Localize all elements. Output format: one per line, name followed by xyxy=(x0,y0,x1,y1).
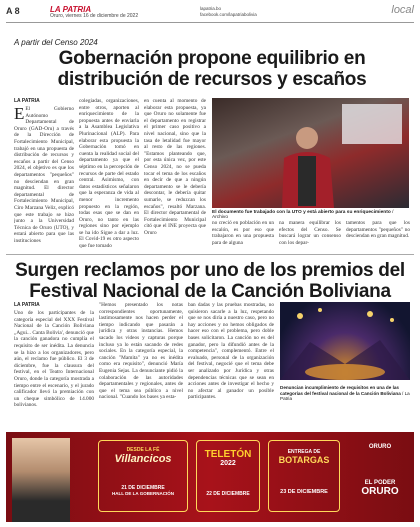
story2-column-1: Uno de los participantes de la categoría especial del XXX Festival Nacional de la Canción Boliviana „Agui... Canta Bolivia', denunció que la canción ganadora no cumplía el requisito de ser inédita. La denuncia se la hizo a los organizadores, pero aún, el reclamo fue público. El 3 de diciembre, fue la clausura del festival, en el Teatro Internacional Oruro, donde la categoría mostrada a tiempo entre el escenario, y el jurado calificador llevó la premiación con un cheque simbólico de 14.000 bolivianos. xyxy=(14,310,94,409)
advertisement-banner[interactable] xyxy=(6,432,414,522)
issue-date: Oruro, viernes 16 de diciembre de 2022 xyxy=(50,13,139,19)
ad-event1-title: Villancicos xyxy=(114,453,172,465)
story1-photo xyxy=(212,98,409,208)
facebook-address: facebook.com/lapatriabolivia xyxy=(200,12,257,17)
ad-brand-top: ORURO xyxy=(368,444,392,450)
story2-photo-illustration xyxy=(280,302,410,380)
ad-event2-title: TELETÓN xyxy=(204,449,252,460)
ad-event1-place: HALL DE LA GOBERNACIÓN xyxy=(111,491,174,496)
page-section-number: A 8 xyxy=(6,6,20,16)
story2-column-2: "Hemos presentado los notas correspondientes oportunamente, lastimosamente nos hacen perder el tiempo indicando que pasarán a jurídica y otras instancias. Hemos sacado los videos y capturas porque incluso ya lo están sacando de redes sociales. En la categoría especial, la canción "Mamita" ya no es inédita como era requisito", denunció María Eugenia Sejas. La denunciante pidió la colaboración de las autoridades departamentales y regionales, antes de que el tema sea público a nivel nacional. "Cuando los bases ya esta- xyxy=(99,302,183,401)
ad-event-villancicos xyxy=(98,440,188,512)
story1-column-6: tamentos para que los departamentos "pequeños" no desciendan en gran magnitud. xyxy=(346,220,410,240)
ad-event3-date: 23 DE DICIEMBRE xyxy=(280,489,328,495)
story2-headline: Surgen reclamos por uno de los premios del Festival Nacional de la Canción Boliviana xyxy=(15,260,405,302)
story2-column-3: ban dadas y las pruebas mostradas, no quisieron sacarle a la luz, respetando que se nos diría a nuestro caso, pero no hay acciones y no hemos obligados de hacer eso con el problema, pero doble bases solicitaron. La canción no es del ganador, pero la difundió antes de la competencia", complementó. Entre el evaluado, personal de la organización del festival, negocié que el tema debe ser analizado por Jurídica y otras dependencias técnicas que se sean en acciones antes de investigar el hecho y no afectar al ganador un posible participantes. xyxy=(188,302,274,401)
ad-event2-year: 2022 xyxy=(220,460,236,467)
story1-photo-credit: / Archivo xyxy=(212,210,394,220)
story1-photo-illustration xyxy=(212,98,409,208)
ad-brand-slogan: EL PODER xyxy=(364,480,396,486)
story2-photo-credit: / La Patria xyxy=(280,390,410,402)
story1-column-4: no creció en población en un escalón, es por eso que trabajaron en una propuesta para de alguna xyxy=(212,220,274,246)
ad-person-photo xyxy=(12,438,70,522)
ad-brand-block xyxy=(350,440,410,516)
story1-column-1: E El Gobierno Autónomo Departamental de Oruro (GAD-Oru) a través de la Dirección de Fortalecimiento Municipal, trabajó en una propuesta de distribución de recursos y escaños a partir del Censo 2024, el objetivo es que los departamentos "pequeños" no desciendan en gran magnitud. El director departamental de Fortalecimiento Municipal, Ciro Marzana Veliz, explicó que este trabajo se hizo junto a la Universidad Técnica de Oruro (UTO), y estará abierto para que las instituciones xyxy=(14,106,74,244)
ad-event-botargas xyxy=(268,440,340,512)
story2-photo-caption: Denuncian incumplimiento de requisitos en una de las categorías del festival nacional de la Canción Boliviana / La Patria xyxy=(280,385,410,402)
story1-column-2: colegiadas, organizaciones, entre otros, aporten al enriquecimiento de la propuesta antes de enviarla a la Asamblea Legislativa Plurinacional (ALP). Para elaborar esta propuesta la Gobernación tomó en cuenta la realidad social del departamento ya que el séptimo en la percepción de recursos de parte del estado central. Asimismo, con datos estadísticos señalaron que la esperanza de vida al menor incremento propuesto en la región, todas esas que se dan en Oruro, no tanto en las regiones sino por ejemplo se ha ido Sigue a dar a luz. El Covid-19 es otro aspecto que fue tomado xyxy=(79,98,139,250)
dropcap: E xyxy=(14,106,25,123)
paper-logo: LA PATRIA xyxy=(50,5,92,14)
ad-event-teleton xyxy=(196,440,260,512)
story1-photo-caption: El documento fue trabajado con la UTO y está abierto para su enriquecimiento / Archivo xyxy=(212,210,394,220)
story2-byline: LA PATRIA xyxy=(14,302,40,308)
ad-event3-sub: ENTREGA DE xyxy=(287,449,321,455)
ad-event3-title: BOTARGAS xyxy=(278,455,330,465)
story1-column-3: en cuenta al momento de elaborar esta propuesta, ya que Oruro no solamente fue el departamento en registrar el primer caso positivo a nivel nacional, sino que la tasa de letalidad fue mayor al resto de las regiones. "Estamos planteando que, por esta única vez, por este Censo 2024, no se pueda tocar el tema de los escaños en decir de que a ningún departamento se le debería descontar, le debería quitar sumarle, se reduzcan los escaños", resaltó Marzana. El director departamental de Fortalecimiento Municipal citó que el INE proyecta que Oruro xyxy=(144,98,206,236)
story-divider xyxy=(6,254,414,255)
story1-column-5: na manera equilibrar los efectos del Censo. Se buscará lograr un consenso con los depar- xyxy=(279,220,341,246)
section-category: local xyxy=(391,4,414,16)
story1-kicker: A partir del Censo 2024 xyxy=(14,38,98,47)
ad-event1-sub: DESDE LA FÉ xyxy=(126,447,160,453)
story1-byline: LA PATRIA xyxy=(14,98,40,104)
story2-photo xyxy=(280,302,410,380)
ad-brand-name: ORURO xyxy=(361,486,399,497)
story1-headline: Gobernación propone equilibrio en distribución de recursos y escaños xyxy=(57,48,367,90)
ad-event1-date: 21 DE DICIEMBRE xyxy=(121,485,165,491)
header-divider xyxy=(6,22,414,23)
web-info xyxy=(200,6,257,18)
web-address: lapatria.bo xyxy=(200,6,222,11)
ad-event2-date: 22 DE DICIEMBRE xyxy=(206,491,250,497)
